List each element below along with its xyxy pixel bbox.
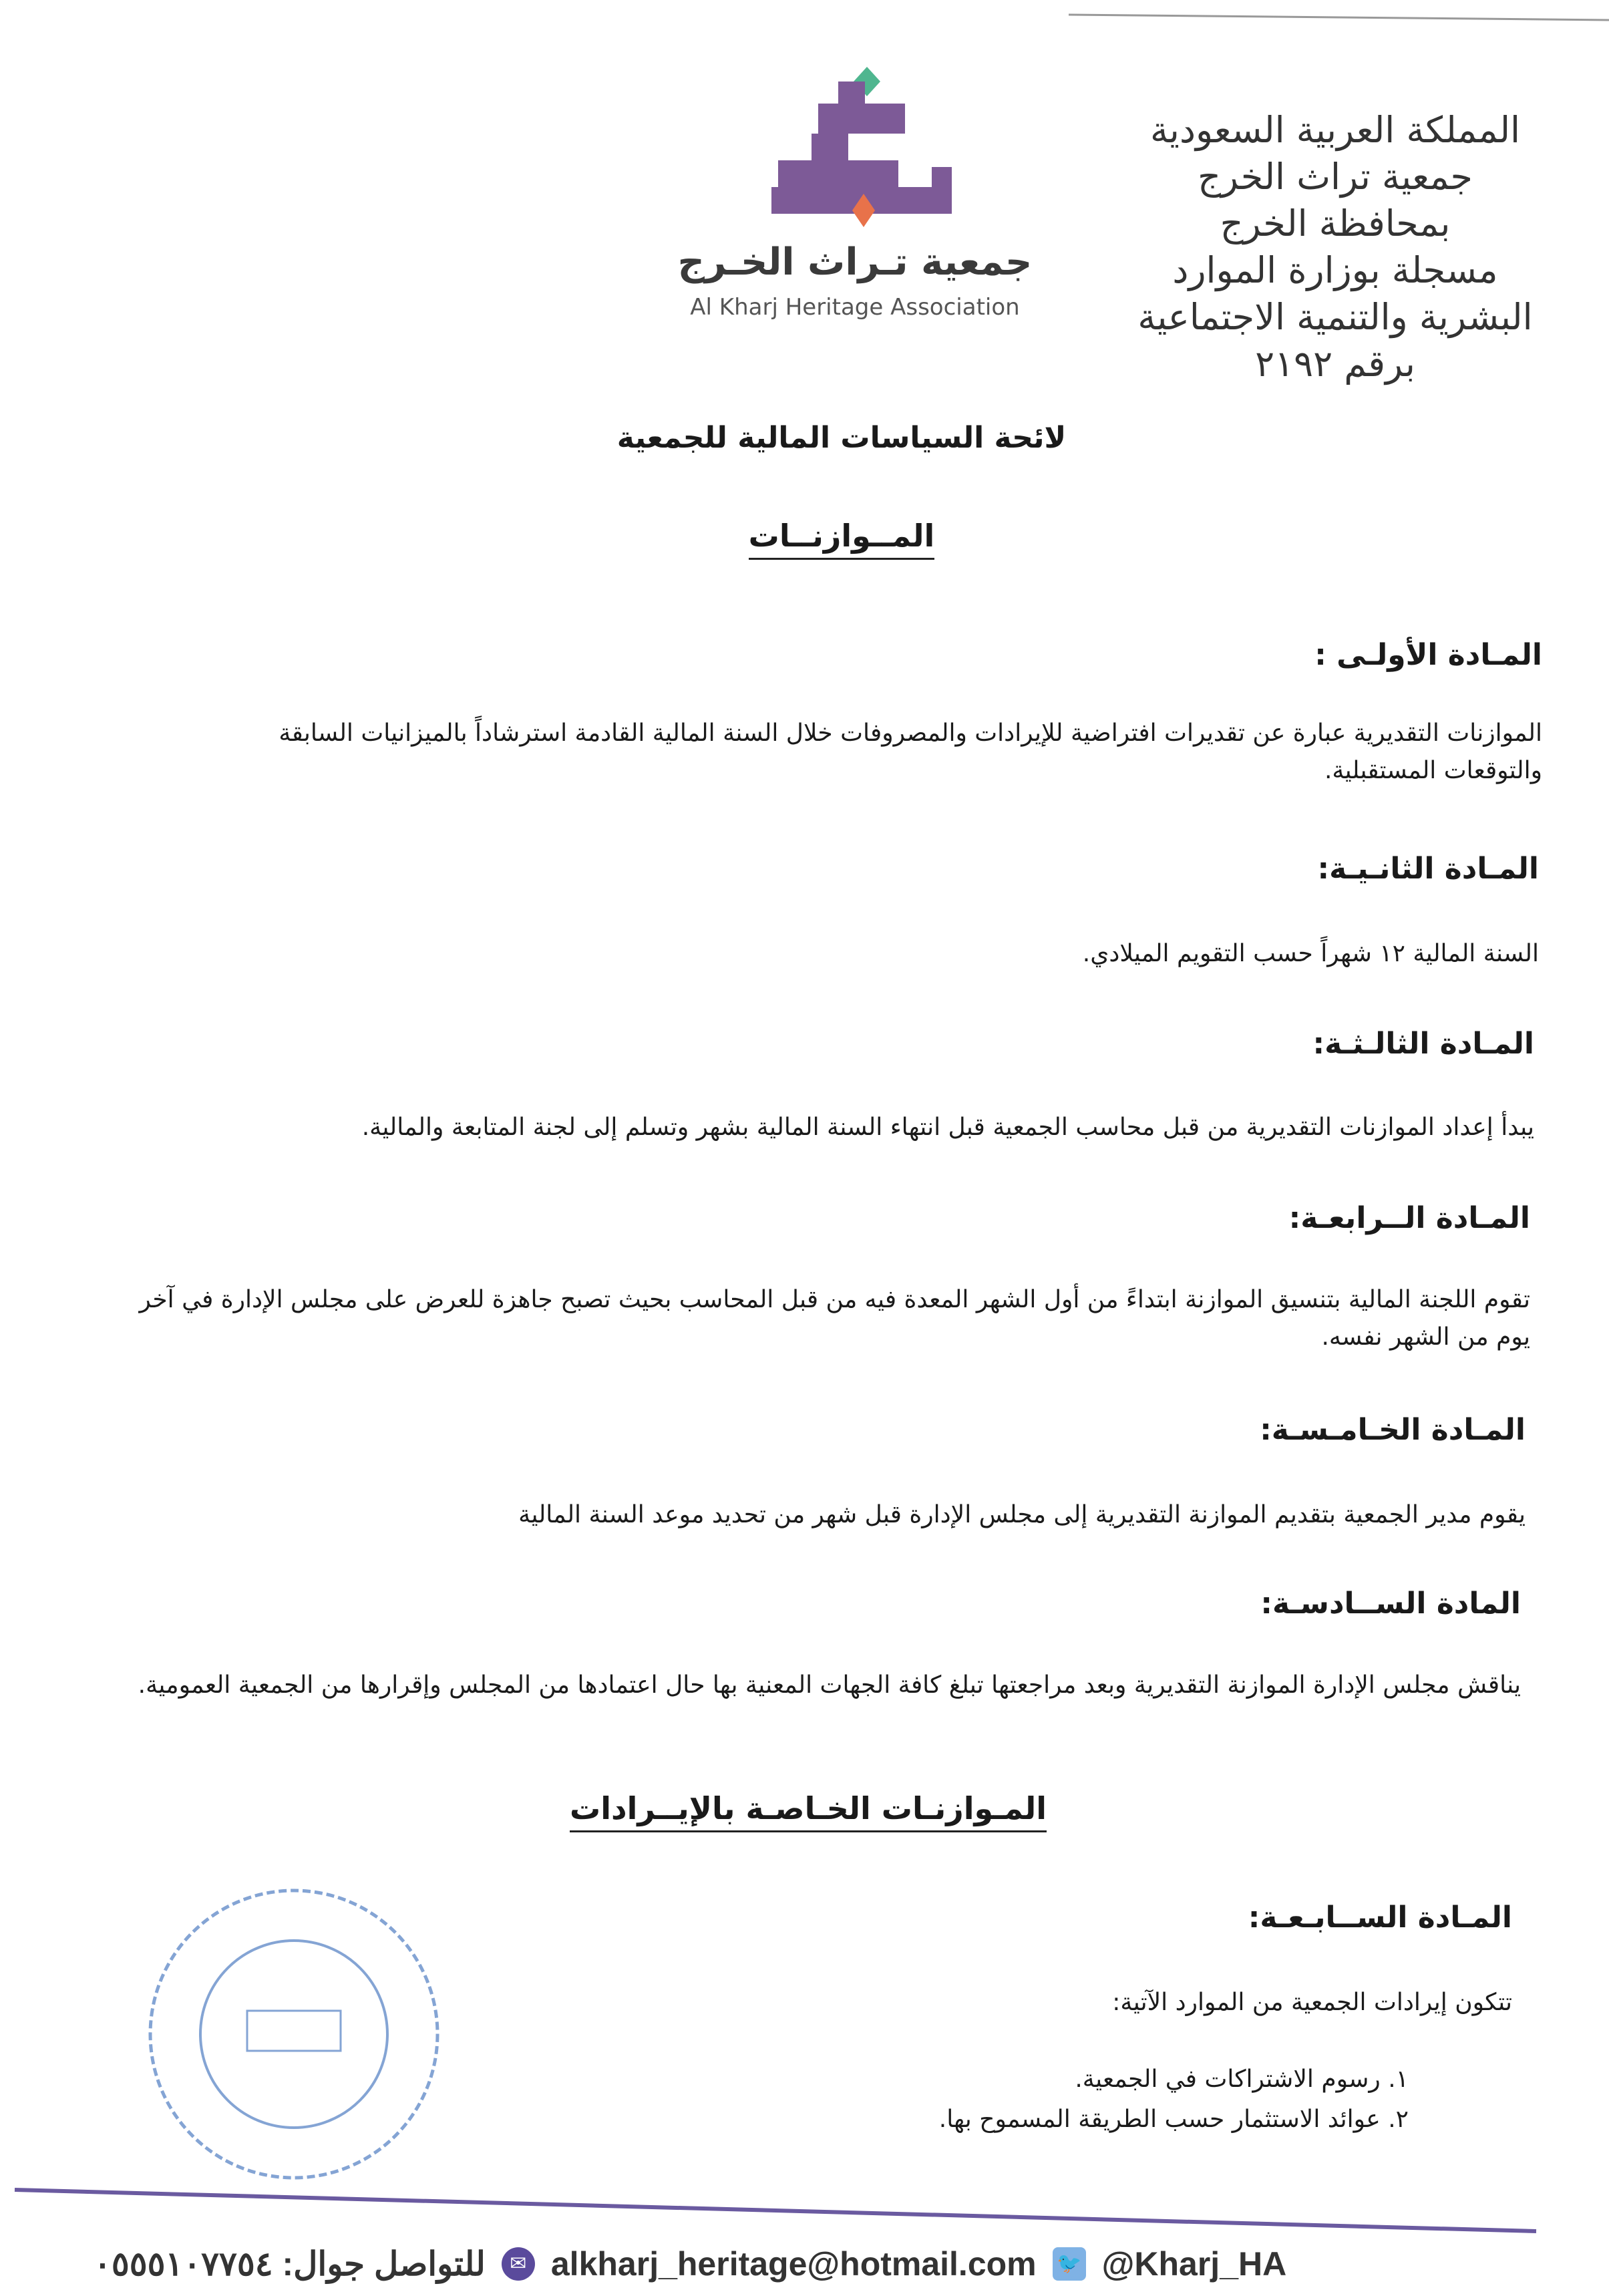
list-item: ٢. عوائد الاستثمار حسب الطريقة المسموح بها. [938,2106,1409,2133]
header-line: المملكة العربية السعودية [1149,109,1521,151]
header-line: جمعية تراث الخرج [1198,156,1473,198]
article-body: يبدأ إعداد الموازنات التقديرية من قبل محاسب الجمعية قبل انتهاء السنة المالية بشهر وتسلم إلى لجنة المتابعة والمالية. [361,1114,1534,1141]
article-heading: المـادة الثالـثـة: [1312,1027,1534,1061]
association-logo-mark [771,67,952,227]
logo-english-name: Al Kharj Heritage Association [690,294,1020,321]
header-line: برقم ٢١٩٢ [1255,343,1415,385]
list-item: ١. رسوم الاشتراكات في الجمعية. [1075,2066,1409,2093]
footer-contact-row [94,2245,1286,2283]
article-heading: المـادة الــرابعـة: [1288,1201,1530,1235]
twitter-icon: 🐦 [1053,2247,1086,2281]
footer-twitter[interactable]: @Kharj_HA [1101,2245,1287,2283]
article-body: تقوم اللجنة المالية بتنسيق الموازنة ابتداءً من أول الشهر المعدة فيه من قبل المحاسب بحيث تصبح جاهزة للعرض على مجلس الإدارة في آخر يوم من الشهر نفسه. [139,1286,1530,1351]
header-org-info [1081,107,1589,387]
article-heading: المـادة الثانـيـة: [1317,852,1539,886]
article-heading: المـادة الأولـى : [1314,638,1542,672]
article-body: السنة المالية ١٢ شهراً حسب التقويم الميلادي. [1082,940,1539,967]
article-body: يناقش مجلس الإدارة الموازنة التقديرية وبعد مراجعتها تبلغ كافة الجهات المعنية بها حال اعتمادها من المجلس وإقرارها من الجمعية العمومية. [138,1671,1521,1699]
footer-phone: للتواصل جوال: ٠٥٥٥١٠٧٧٥٤ [94,2245,486,2283]
article-body: الموازنات التقديرية عبارة عن تقديرات افتراضية للإيرادات والمصروفات خلال السنة المالية القادمة استرشاداً بالميزانيات السابقة والتوقعات المستقبلية. [279,719,1542,784]
section-heading-budgets [0,518,1609,554]
email-icon: ✉ [502,2247,535,2281]
article-heading: المادة الســادسـة: [1260,1587,1521,1621]
scan-edge-line [1069,15,1609,20]
header-line: بمحافظة الخرج [1220,202,1451,244]
section-heading-text: المــوازنــات [749,518,935,560]
logo-arabic-name: جمعية تـراث الخـرج [677,240,1033,284]
section-heading-text: المـوازنـات الخـاصـة بالإيــرادات [570,1790,1047,1832]
header-line: مسجلة بوزارة الموارد [1172,249,1498,291]
official-stamp [150,1891,437,2178]
document-title: لائحة السياسات المالية للجمعية [616,421,1067,455]
footer-email[interactable]: alkharj_heritage@hotmail.com [550,2245,1037,2283]
footer-divider [15,2190,1536,2231]
article-heading: المـادة الخـامـسـة: [1260,1413,1526,1447]
header-line: البشرية والتنمية الاجتماعية [1137,296,1533,338]
article-body: يقوم مدير الجمعية بتقديم الموازنة التقديرية إلى مجلس الإدارة قبل شهر من تحديد موعد السنة المالية [518,1501,1526,1528]
section-heading-revenue-budgets [468,1790,1149,1826]
article-heading: المـادة الســابـعـة: [1248,1901,1512,1935]
article-body: تتكون إيرادات الجمعية من الموارد الآتية: [1112,1989,1512,2016]
